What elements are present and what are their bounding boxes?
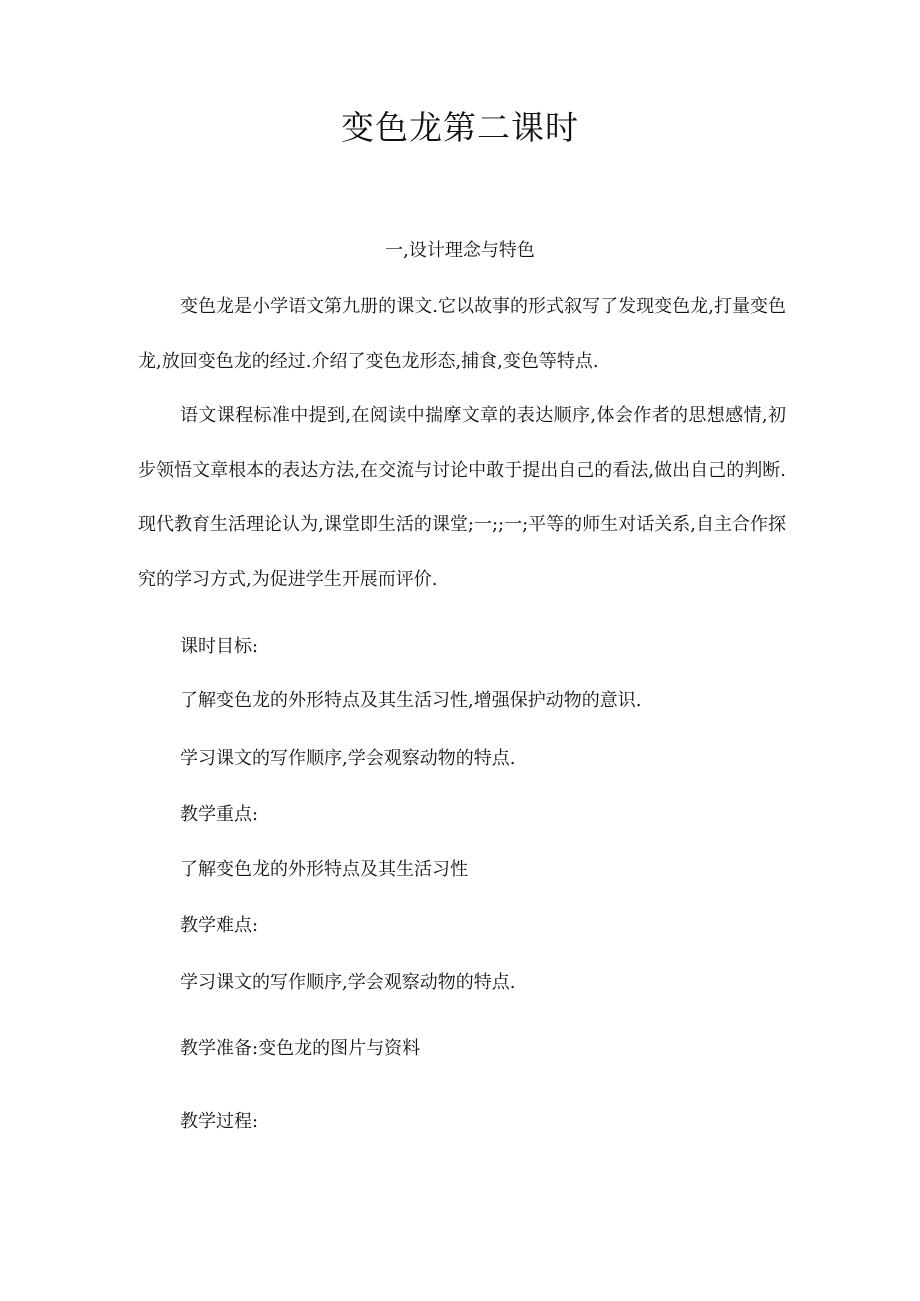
objective-item: 学习课文的写作顺序,学会观察动物的特点. xyxy=(180,748,516,769)
difficulty-label: 教学难点: xyxy=(180,915,259,936)
key-point-text: 了解变色龙的外形特点及其生活习性 xyxy=(180,859,468,880)
paragraph-curriculum: 语文课程标准中提到,在阅读中揣摩文章的表达顺序,体会作者的思想感情,初步领悟文章根本的表达方法,在交流与讨论中敢于提出自己的看法,做出自己的判断.现代教育生活理论认为,课堂即生活的课堂;一;;一;平等的师生对话关系,自主合作探究的学习方式,为促进学生开展而评价. xyxy=(138,405,786,590)
key-point-label: 教学重点: xyxy=(180,804,259,825)
process-label: 教学过程: xyxy=(180,1111,259,1132)
preparation-text: 教学准备:变色龙的图片与资料 xyxy=(180,1038,421,1059)
objectives-label: 课时目标: xyxy=(180,636,259,657)
document-title: 变色龙第二课时 xyxy=(341,108,579,147)
paragraph-intro: 变色龙是小学语文第九册的课文.它以故事的形式叙写了发现变色龙,打量变色龙,放回变色龙的经过.介绍了变色龙形态,捕食,变色等特点. xyxy=(138,296,786,372)
difficulty-text: 学习课文的写作顺序,学会观察动物的特点. xyxy=(180,972,516,993)
section-heading: 一,设计理念与特色 xyxy=(385,240,535,261)
objective-item: 了解变色龙的外形特点及其生活习性,增强保护动物的意识. xyxy=(180,690,642,711)
